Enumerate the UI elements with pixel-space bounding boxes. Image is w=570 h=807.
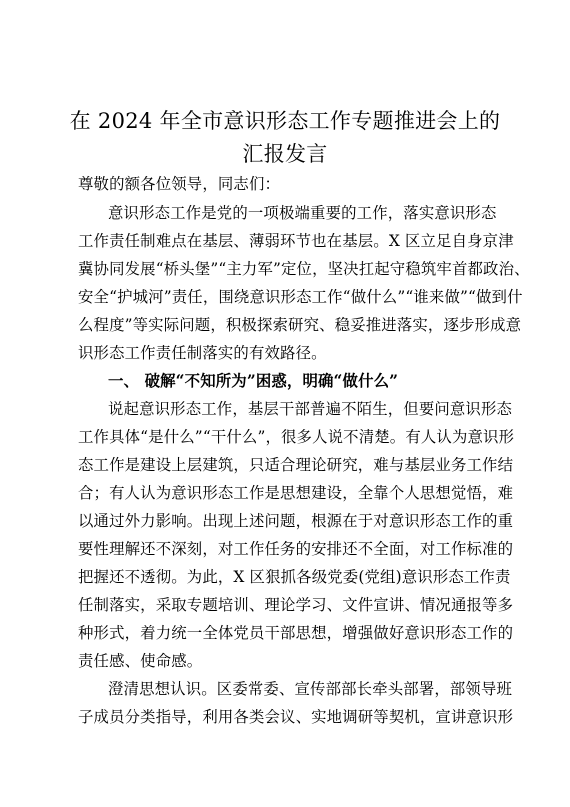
paragraph-line: 态工作是建设上层建筑，只适合理论研究，难与基层业务工作结 <box>78 456 514 474</box>
salutation: 尊敬的额各位领导，同志们： <box>78 175 281 193</box>
paragraph-line: 种形式，着力统一全体党员干部思想，增强做好意识形态工作的 <box>78 624 514 642</box>
paragraph-line: 合；有人认为意识形态工作是思想建设，全靠个人思想觉悟，难 <box>78 484 514 502</box>
paragraph-line: 以通过外力影响。出现上述问题，根源在于对意识形态工作的重 <box>78 512 514 530</box>
paragraph-line: 识形态工作责任制落实的有效路径。 <box>78 344 327 362</box>
paragraph-line: 工作具体“是什么”“干什么”，很多人说不清楚。有人认为意识形 <box>78 428 515 446</box>
paragraph-line: 冀协同发展“桥头堡”“主力军”定位，坚决扛起守稳筑牢首都政治、 <box>78 260 530 278</box>
title-line-1: 在 2024 年全市意识形态工作专题推进会上的 <box>69 109 501 133</box>
paragraph-line: 说起意识形态工作，基层干部普遍不陌生，但要问意识形态 <box>108 400 513 418</box>
paragraph-line: 任制落实，采取专题培训、理论学习、文件宣讲、情况通报等多 <box>78 596 514 614</box>
section-heading: 一、 破解“不知所为”困惑，明确“做什么” <box>108 372 399 390</box>
paragraph-line: 工作责任制难点在基层、薄弱环节也在基层。X 区立足自身京津 <box>78 232 514 250</box>
paragraph-line: 意识形态工作是党的一项极端重要的工作，落实意识形态 <box>108 204 497 222</box>
paragraph-line: 把握还不透彻。为此，X 区狠抓各级党委(党组)意识形态工作责 <box>78 568 511 586</box>
paragraph-line: 责任感、使命感。 <box>78 652 203 670</box>
paragraph-line: 安全“护城河”责任，围绕意识形态工作“做什么”“谁来做”“做到什 <box>78 288 523 306</box>
title-line-2: 汇报发言 <box>242 142 328 166</box>
paragraph-line: 子成员分类指导，利用各类会议、实地调研等契机，宣讲意识形 <box>78 708 514 726</box>
paragraph-line: 澄清思想认识。区委常委、宣传部部长牵头部署，部领导班 <box>108 680 513 698</box>
paragraph-line: 要性理解还不深刻，对工作任务的安排还不全面，对工作标准的 <box>78 540 514 558</box>
paragraph-line: 么程度”等实际问题，积极探索研究、稳妥推进落实，逐步形成意 <box>78 316 522 334</box>
